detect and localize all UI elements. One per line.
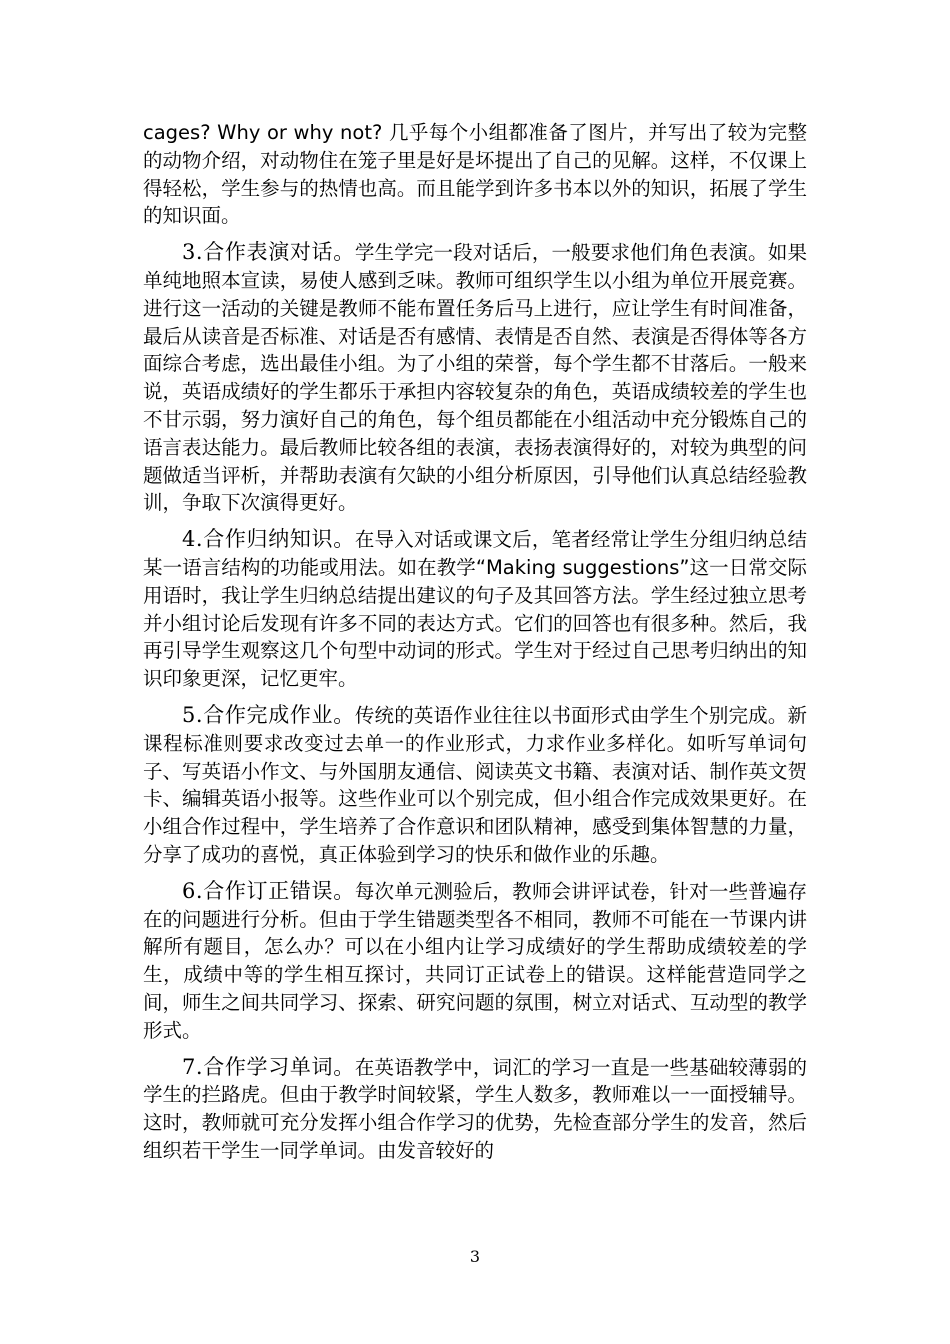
paragraph-cooperative-homework — [143, 702, 807, 869]
section-heading: 6.合作订正错误。 — [182, 878, 355, 903]
paragraph-cooperative-vocabulary — [143, 1054, 807, 1165]
paragraph-text: 学生学完一段对话后，一般要求他们角色表演。如果单纯地照本宣读，易使人感到乏味。教师可组织学生以小组为单位开展竞赛。进行这一活动的关键是教师不能布置任务后马上进行，应让学生有时间准备，最后从读音是否标准、对话是否有感情、表情是否自然、表演是否得体等各方面综合考虑，选出最佳小组。为了小组的荣誉，每个学生都不甘落后。一般来说，英语成绩好的学生都乐于承担内容较复杂的角色，英语成绩较差的学生也不甘示弱，努力演好自己的角色，每个组员都能在小组活动中充分锻炼自己的语言表达能力。最后教师比较各组的表演，表扬表演得好的，对较为典型的问题做适当评析，并帮助表演有欠缺的小组分析原因，引导他们认真总结经验教训，争取下次演得更好。 — [143, 241, 807, 515]
section-heading: 5.合作完成作业。 — [182, 702, 355, 727]
paragraph-text: 在导入对话或课文后，笔者经常让学生分组归纳总结某一语言结构的功能或用法。如在教学“Making suggestions”这一日常交际用语时，我让学生归纳总结提出建议的句子及其回答方法。学生经过独立思考并小组讨论后发现有许多不同的表达方式。它们的回答也有很多种。然后，我再引导学生观察这几个句型中动词的形式。学生对于经过自己思考归纳出的知识印象更深，记忆更牢。 — [143, 528, 807, 691]
paragraph-cooperative-dialogue — [143, 239, 807, 517]
paragraph-cooperative-correction — [143, 878, 807, 1045]
paragraph-text: 每次单元测验后，教师会讲评试卷，针对一些普遍存在的问题进行分析。但由于学生错题类型各不相同，教师不可能在一节课内讲解所有题目，怎么办？可以在小组内让学习成绩好的学生帮助成绩较差的学生，成绩中等的学生相互探讨，共同订正试卷上的错误。这样能营造同学之间，师生之间共同学习、探索、研究问题的氛围，树立对话式、互动型的教学形式。 — [143, 879, 807, 1042]
paragraph-continuation — [143, 119, 807, 230]
paragraph-text: 在英语教学中，词汇的学习一直是一些基础较薄弱的学生的拦路虎。但由于教学时间较紧，学生人数多，教师难以一一面授辅导。这时，教师就可充分发挥小组合作学习的优势，先检查部分学生的发音，然后组织若干学生一同学单词。由发音较好的 — [143, 1055, 807, 1162]
page-number: 3 — [469, 1247, 481, 1266]
section-heading: 3.合作表演对话。 — [182, 240, 355, 265]
paragraph-text: 传统的英语作业往往以书面形式由学生个别完成。新课程标准则要求改变过去单一的作业形式，力求作业多样化。如听写单词句子、写英语小作文、与外国朋友通信、阅读英文书籍、表演对话、制作英文贺卡、编辑英语小报等。这些作业可以个别完成，但小组合作完成效果更好。在小组合作过程中，学生培养了合作意识和团队精神，感受到集体智慧的力量，分享了成功的喜悦，真正体验到学习的快乐和做作业的乐趣。 — [143, 703, 807, 866]
document-body — [143, 119, 807, 1165]
section-heading: 4.合作归纳知识。 — [182, 527, 355, 552]
paragraph-text: cages? Why or why not? 几乎每个小组都准备了图片，并写出了较为完整的动物介绍，对动物住在笼子里是好是坏提出了自己的见解。这样，不仅课上得轻松，学生参与的热情也高。而且能学到许多书本以外的知识，拓展了学生的知识面。 — [143, 121, 807, 228]
section-heading: 7.合作学习单词。 — [182, 1054, 355, 1079]
paragraph-cooperative-knowledge — [143, 526, 807, 693]
